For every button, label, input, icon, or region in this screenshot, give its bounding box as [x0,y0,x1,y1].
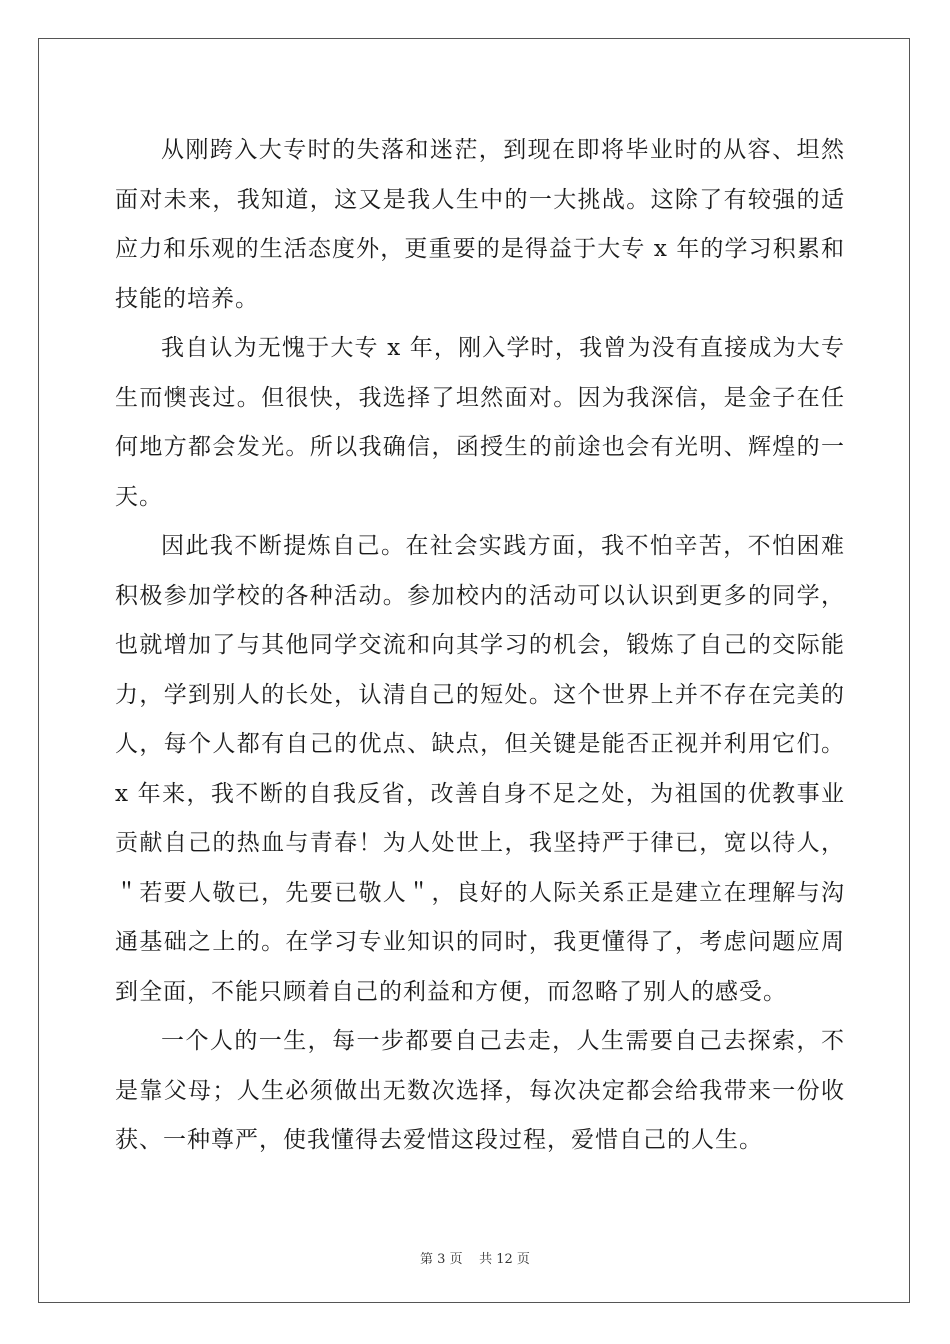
paragraph-4: 一个人的一生，每一步都要自己去走，人生需要自己去探索，不是靠父母；人生必须做出无数次选择，每次决定都会给我带来一份收获、一种尊严，使我懂得去爱惜这段过程，爱惜自己的人生。 [115,1028,845,1153]
page-number: 第 3 页 [420,1252,463,1267]
paragraph-1: 从刚跨入大专时的失落和迷茫，到现在即将毕业时的从容、坦然面对未来，我知道，这又是我人生中的一大挑战。这除了有较强的适应力和乐观的生活态度外，更重要的是得益于大专 x 年的学习积累和技能的培养。 [115,137,845,312]
page-total: 共 12 页 [479,1252,530,1267]
paragraph-2: 我自认为无愧于大专 x 年，刚入学时，我曾为没有直接成为大专生而懊丧过。但很快，我选择了坦然面对。因为我深信，是金子在任何地方都会发光。所以我确信，函授生的前途也会有光明、辉煌的一天。 [115,335,845,510]
paragraph-3: 因此我不断提炼自己。在社会实践方面，我不怕辛苦，不怕困难积极参加学校的各种活动。参加校内的活动可以认识到更多的同学，也就增加了与其他同学交流和向其学习的机会，锻炼了自己的交际能力，学到别人的长处，认清自己的短处。这个世界上并不存在完美的人，每个人都有自己的优点、缺点，但关键是能否正视并利用它们。x 年来，我不断的自我反省，改善自身不足之处，为祖国的优教事业贡献自己的热血与青春！为人处世上，我坚持严于律已，宽以待人，＂若要人敬已，先要已敬人＂，良好的人际关系正是建立在理解与沟通基础之上的。在学习专业知识的同时，我更懂得了，考虑问题应周到全面，不能只顾着自己的利益和方便，而忽略了别人的感受。 [115,533,845,1005]
document-body [115,126,845,1166]
page-footer [0,1248,950,1267]
